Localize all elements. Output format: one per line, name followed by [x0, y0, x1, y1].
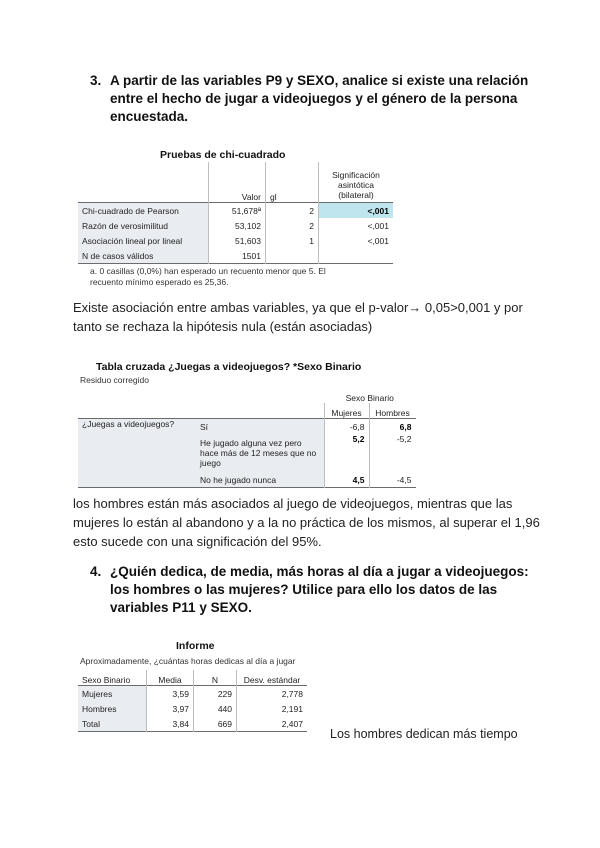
chi-table [78, 162, 393, 264]
chi-row: Asociación lineal por lineal 51,603 1 <,001 [78, 233, 393, 248]
chi-row: Razón de verosimilitud 53,102 2 <,001 [78, 218, 393, 233]
crosstab-title: Tabla cruzada ¿Juegas a videojuegos? *Sexo Binario [96, 361, 362, 373]
chi-table-title: Pruebas de chi-cuadrado [160, 149, 286, 161]
paragraph-chi-conclusion: Existe asociación entre ambas variables, ya que el p-valor→ 0,05>0,001 y por tanto se rechaza la hipótesis nula (están asociadas) [73, 300, 523, 334]
informe-row: Mujeres 3,59 229 2,778 [78, 686, 307, 702]
informe-table [78, 670, 307, 732]
paragraph-crosstab-conclusion: los hombres están más asociados al juego de videojuegos, mientras que las mujeres lo están al abandono y a la no práctica de los mismos, al superar el 1,96 esto sucede con una significación del 95%. [73, 496, 540, 549]
informe-row: Hombres 3,97 440 2,191 [78, 701, 307, 716]
crosstab-table [78, 388, 416, 488]
informe-header-sexo: Sexo Binario [82, 675, 131, 685]
question-4-text: ¿Quién dedica, de media, más horas al día a jugar a videojuegos: los hombres o las mujeres? Utilice para ello los datos de las variables P11 y SEXO. [110, 564, 529, 615]
crosstab-col-hombres: Hombres [369, 403, 416, 419]
question-4-number: 4. [90, 564, 102, 579]
crosstab-var-label: ¿Juegas a videojuegos? [78, 419, 196, 435]
chi-header-gl: gl [266, 162, 319, 203]
informe-title: Informe [176, 640, 215, 652]
question-3-text: A partir de las variables P9 y SEXO, analice si existe una relación entre el hecho de jugar a videojuegos y el género de la persona encuestada. [110, 73, 529, 124]
chi-row: N de casos válidos 1501 [78, 248, 393, 264]
crosstab-col-mujeres: Mujeres [324, 403, 369, 419]
highlighted-p-value: <,001 [319, 203, 394, 219]
crosstab-group-header: Sexo Binario [345, 393, 394, 403]
question-4 [90, 563, 530, 619]
chi-row: Chi-cuadrado de Pearson 51,678ª 2 <,001 [78, 203, 393, 219]
crosstab-row: ¿Juegas a videojuegos? Sí -6,8 6,8 [78, 419, 416, 435]
informe-header-desv: Desv. estándar [237, 670, 308, 686]
chi-header-valor: Valor [209, 162, 266, 203]
informe-header-media: Media [147, 670, 194, 686]
chi-footnote: a. 0 casillas (0,0%) han esperado un recuento menor que 5. El recuento mínimo esperado es 25,36. [90, 266, 326, 287]
informe-row: Total 3,84 669 2,407 [78, 716, 307, 732]
informe-conclusion: Los hombres dedican más tiempo [330, 727, 518, 741]
crosstab-row: He jugado alguna vez pero hace más de 12 meses que no juego 5,2 -5,2 [78, 434, 416, 472]
crosstab-row: No he jugado nunca 4,5 -4,5 [78, 472, 416, 488]
question-3 [90, 72, 530, 128]
question-3-number: 3. [90, 73, 102, 88]
crosstab-subtitle: Residuo corregido [80, 375, 149, 385]
informe-header-n: N [194, 670, 237, 686]
informe-subtitle: Aproximadamente, ¿cuántas horas dedicas al día a jugar [80, 656, 296, 666]
chi-header-sig: Significación asintótica (bilateral) [319, 162, 394, 203]
